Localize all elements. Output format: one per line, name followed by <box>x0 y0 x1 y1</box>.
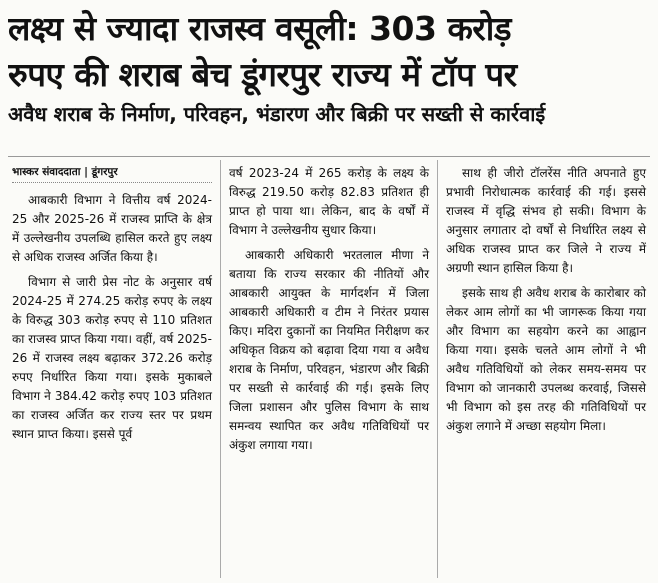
article-body <box>4 160 654 578</box>
subheadline: अवैध शराब के निर्माण, परिवहन, भंडारण और बिक्री पर सख्ती से कार्रवाई <box>8 100 650 157</box>
headline-line-2: रुपए की शराब बेच डूंगरपुर राज्य में टॉप पर <box>8 55 517 94</box>
paragraph: आबकारी अधिकारी भरतलाल मीणा ने बताया कि राज्य सरकार की नीतियों और आबकारी आयुक्त के मार्गदर्शन में जिला आबकारी अधिकारी व टीम ने निरंतर प्रयास किए। मदिरा दुकानों का नियमित निरीक्षण कर अधिकृत विक्रय को बढ़ावा दिया गया व अवैध शराब के निर्माण, परिवहन, भंडारण और बिक्री पर सख्ती से कार्रवाई की गई। इसके लिए जिला प्रशासन और पुलिस विभाग के साथ समन्वय स्थापित कर अवैध गतिविधियों पर अंकुश लगाया गया। <box>229 248 429 452</box>
paragraph: साथ ही जीरो टॉलरेंस नीति अपनाते हुए प्रभावी निरोधात्मक कार्रवाई की गई। इससे राजस्व में वृद्धि संभव हो सकी। विभाग के अनुसार लगातार दो वर्षों से निर्धारित लक्ष्य से अधिक राजस्व प्राप्त कर जिले ने राज्य में अग्रणी स्थान हासिल किया है। <box>446 166 646 275</box>
byline: भास्कर संवाददाता | डूंगरपुर <box>12 164 212 183</box>
paragraph: आबकारी विभाग ने वित्तीय वर्ष 2024-25 और 2025-26 में राजस्व प्राप्ति के क्षेत्र में उल्लेखनीय उपलब्धि हासिल करते हुए लक्ष्य से अधिक राजस्व अर्जित किया है। <box>12 193 212 264</box>
paragraph: विभाग से जारी प्रेस नोट के अनुसार वर्ष 2024-25 में 274.25 करोड़ रुपए के लक्ष्य के विरुद्ध 303 करोड़ रुपए से 110 प्रतिशत का राजस्व प्राप्त किया गया। वहीं, वर्ष 2025-26 में राजस्व लक्ष्य बढ़ाकर 372.26 करोड़ रुपए निर्धारित किया गया। इसके मुकाबले विभाग ने 384.42 करोड़ रुपए 103 प्रतिशत का राजस्व अर्जित कर राज्य स्तर पर प्रथम स्थान प्राप्त किया। इससे पूर्व <box>12 275 212 441</box>
paragraph: इसके साथ ही अवैध शराब के कारोबार को लेकर आम लोगों का भी जागरूक किया गया और विभाग का सहयोग करने का आह्वान किया गया। इसके चलते आम लोगों ने भी अवैध गतिविधियों को लेकर समय-समय पर विभाग को जानकारी उपलब्ध करवाई, जिससे भी विभाग को इस तरह की गतिविधियों पर अंकुश लगाने में अच्छा सहयोग मिला। <box>446 286 646 433</box>
headline-line-1: लक्ष्य से ज्यादा राजस्व वसूली: 303 करोड़ <box>8 9 511 48</box>
article-column-2 <box>221 160 438 578</box>
article-column-3 <box>438 160 654 578</box>
headline <box>8 6 650 98</box>
article-column-1 <box>4 160 221 578</box>
paragraph: वर्ष 2023-24 में 265 करोड़ के लक्ष्य के विरुद्ध 219.50 करोड़ 82.83 प्रतिशत ही प्राप्त हो पाया था। लेकिन, बाद के वर्षों में विभाग ने उल्लेखनीय सुधार किया। <box>229 166 429 237</box>
